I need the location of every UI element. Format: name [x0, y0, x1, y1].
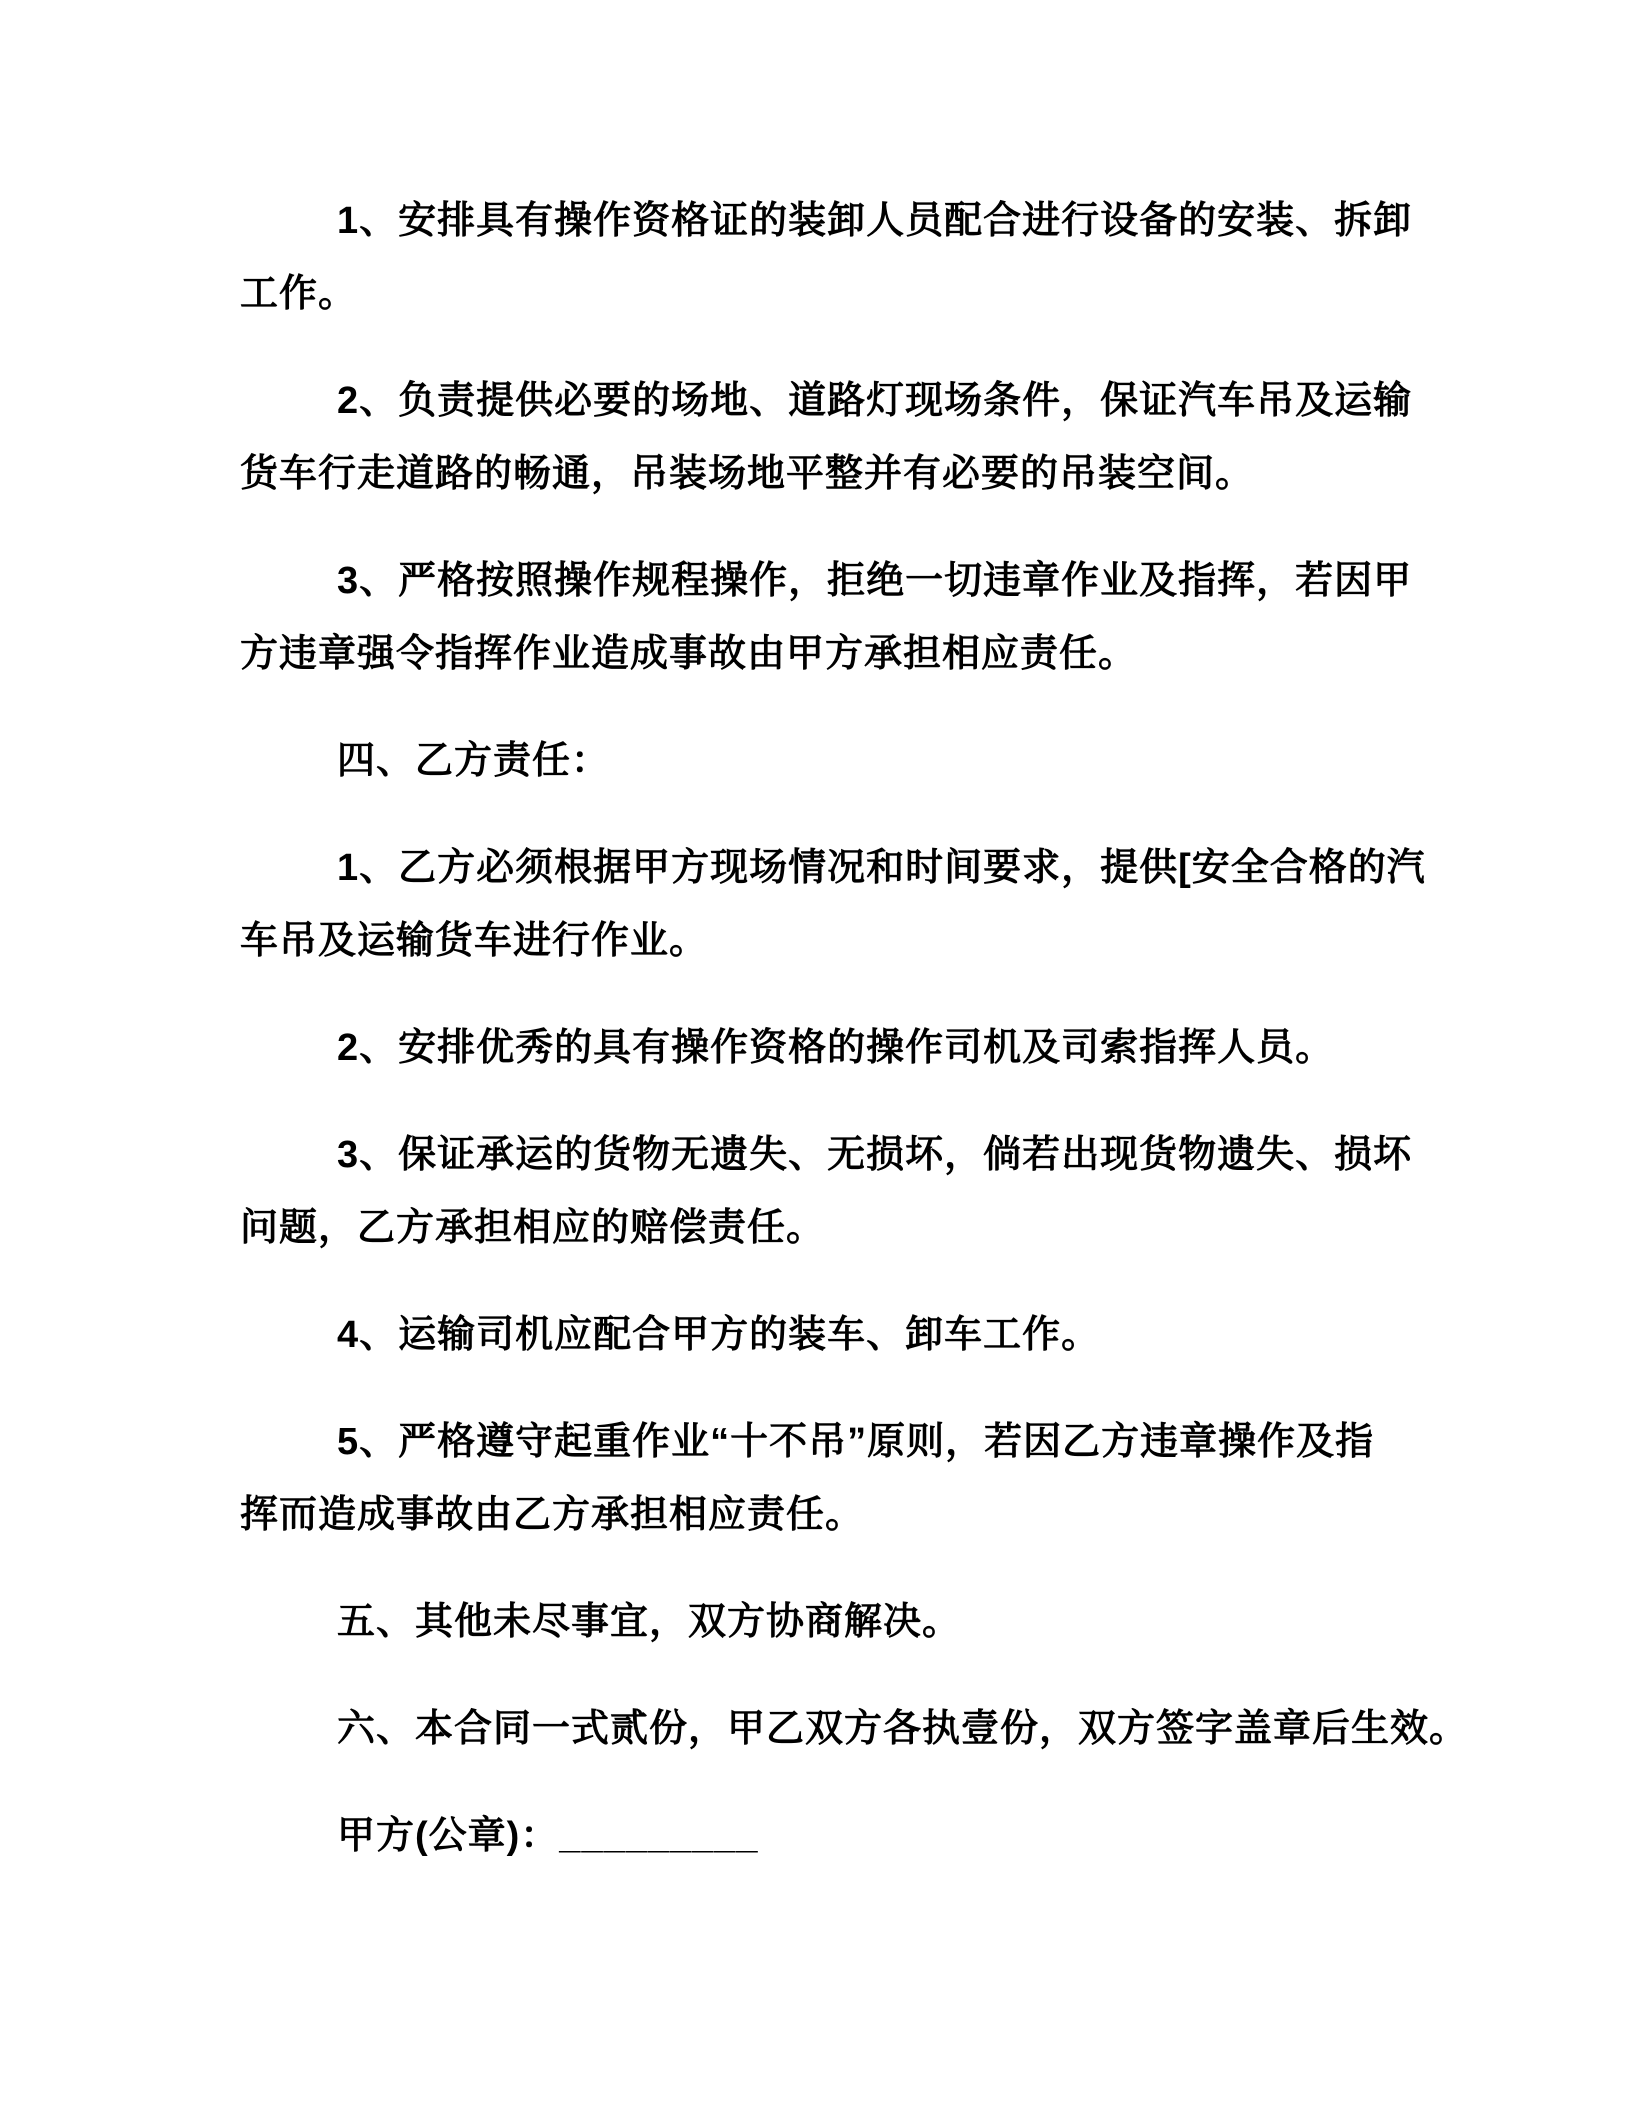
clause-text-line: 问题，乙方承担相应的赔偿责任。	[240, 1207, 826, 1249]
party-b-duty-3	[240, 1119, 1452, 1265]
party-a-duty-3	[240, 545, 1452, 691]
clause-text-line: 3、严格按照操作规程操作，拒绝一切违章作业及指挥，若因甲	[337, 560, 1413, 602]
party-b-duty-2	[240, 1012, 1452, 1085]
party-a-duty-2	[240, 365, 1452, 511]
party-b-duty-1	[240, 832, 1452, 978]
clause-text-line: 方违章强令指挥作业造成事故由甲方承担相应责任。	[240, 633, 1138, 675]
party-a-seal-line	[240, 1800, 1452, 1873]
clause-text-line: 1、安排具有操作资格证的装卸人员配合进行设备的安装、拆卸	[337, 200, 1413, 242]
clause-text-line: 5、严格遵守起重作业“十不吊”原则，若因乙方违章操作及指	[337, 1421, 1375, 1463]
clause-text-line: 1、乙方必须根据甲方现场情况和时间要求，提供[安全合格的汽	[337, 847, 1426, 889]
clause-text-line: 2、负责提供必要的场地、道路灯现场条件，保证汽车吊及运输	[337, 380, 1413, 422]
clause-text-line: 4、运输司机应配合甲方的装车、卸车工作。	[337, 1314, 1101, 1356]
party-b-duty-5	[240, 1406, 1452, 1552]
clause-text-line: 挥而造成事故由乙方承担相应责任。	[240, 1494, 865, 1536]
section-heading-text: 四、乙方责任：	[337, 740, 611, 782]
party-a-seal-blank: 甲方(公章)：_________	[337, 1815, 759, 1857]
clause-text-line: 工作。	[240, 273, 358, 315]
clause-text-line: 五、其他未尽事宜，双方协商解决。	[337, 1601, 962, 1643]
clause-text-line: 货车行走道路的畅通，吊装场地平整并有必要的吊装空间。	[240, 453, 1255, 495]
clause-text-line: 3、保证承运的货物无遗失、无损坏，倘若出现货物遗失、损坏	[337, 1134, 1413, 1176]
section-heading-party-b-duties	[240, 725, 1452, 798]
party-b-duty-4	[240, 1299, 1452, 1372]
section-6-copies	[240, 1693, 1469, 1766]
clause-text-line: 六、本合同一式贰份，甲乙双方各执壹份，双方签字盖章后生效。	[337, 1708, 1469, 1750]
clause-text-line: 车吊及运输货车进行作业。	[240, 920, 709, 962]
section-5-misc	[240, 1586, 1452, 1659]
clause-text-line: 2、安排优秀的具有操作资格的操作司机及司索指挥人员。	[337, 1027, 1335, 1069]
party-a-duty-1	[240, 185, 1452, 331]
